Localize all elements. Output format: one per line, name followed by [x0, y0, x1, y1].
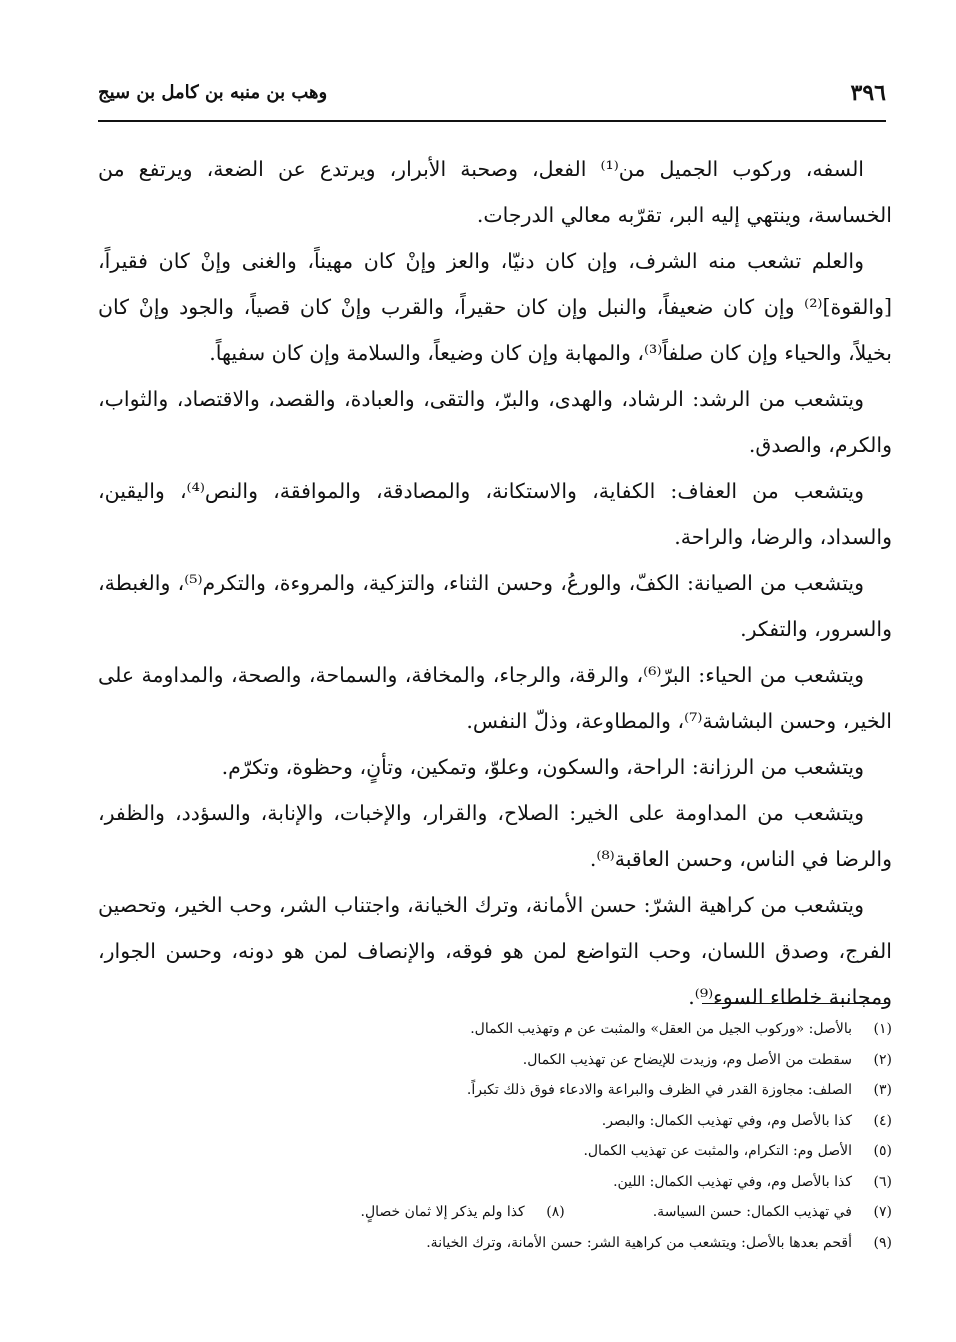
footnote-number: (٤) [873, 1112, 892, 1129]
footnote [98, 1075, 892, 1106]
footnote [653, 1197, 892, 1228]
footnote-number: (٩) [873, 1234, 892, 1251]
paragraph: ويتشعب من كراهية الشرّ: حسن الأمانة، وترك الخيانة، واجتناب الشر، وحب الخير، وتحصين الفرج، وصدق اللسان، وحب التواضع لمن هو فوقه، والإنصاف لمن هو دونه، وحسن الجوار، ومجانبة خلطاء السوء⁽⁹⁾. [98, 893, 892, 1009]
paragraph: والعلم تشعب منه الشرف، وإن كان دنيّا، والعز وإنْ كان مهيناً، والغنى وإنْ كان فقيراً، [والقوة]⁽²⁾ وإن كان ضعيفاً، والنبل وإن كان حقيراً، والقرب وإنْ كان قصياً، والجود وإنْ كان بخيلاً، والحياء وإن كان صلفاً⁽³⁾، والمهابة وإن كان وضيعاً، والسلامة وإن كان سفيهاً. [98, 249, 892, 365]
footnote [361, 1197, 565, 1228]
body-text [98, 146, 892, 1020]
footnote [98, 1228, 892, 1259]
footnote-number: (٨) [546, 1204, 565, 1220]
footnote [98, 1106, 892, 1137]
footnote [98, 1167, 892, 1198]
footnote-text: الصلف: مجاوزة القدر في الظرف والبراعة والادعاء فوق ذلك تكبراً. [466, 1082, 852, 1098]
paragraph: ويتشعب من الرشد: الرشاد، والهدى، والبرّ، والتقى، والعبادة، والقصد، والاقتصاد، والثواب، والكرم، والصدق. [98, 387, 892, 457]
header-rule [98, 120, 886, 122]
footnote-rule [702, 1003, 886, 1004]
page-number: ٣٩٦ [850, 80, 886, 106]
paragraph: ويتشعب من الرزانة: الراحة، والسكون، وعلوّ، وتمكين، وتأنٍ، وحظوة، وتكرّم. [221, 755, 864, 779]
footnote-text: في تهذيب الكمال: حسن السياسة. [652, 1204, 852, 1220]
footnote [98, 1045, 892, 1076]
footnote [98, 1014, 892, 1045]
paragraph: ويتشعب من الحياء: البرّ⁽⁶⁾، والرقة، والرجاء، والمخافة، والسماحة، والصحة، والمداومة على الخير، وحسن البشاشة⁽⁷⁾، والمطاوعة، وذلّ النفس. [98, 663, 892, 733]
footnote-number: (٦) [873, 1173, 892, 1190]
paragraph: ويتشعب من العفاف: الكفاية، والاستكانة، والمصادقة، والموافقة، والنص⁽⁴⁾، واليقين، والسداد، والرضا، والراحة. [98, 479, 892, 549]
footnote-text: الأصل وم: التكرام، والمثبت عن تهذيب الكمال. [583, 1143, 852, 1159]
footnote-number: (١) [873, 1021, 892, 1037]
page-header [98, 76, 886, 112]
footnote-pair [98, 1197, 892, 1228]
running-title: وهب بن منبه بن كامل بن سيج [98, 82, 328, 103]
footnote-text: كذا ولم يذكر إلا ثمان خصالٍ. [360, 1204, 525, 1220]
footnote-number: (٥) [873, 1143, 892, 1159]
footnote-number: (٧) [873, 1204, 892, 1220]
footnote-number: (٣) [873, 1082, 892, 1098]
footnote-text: بالأصل: «وركوب الجيل من العقل» والمثبت عن م وتهذيب الكمال. [470, 1021, 852, 1037]
footnotes [98, 1014, 892, 1258]
footnote-text: كذا بالأصل وم، وفي تهذيب الكمال: اللين. [613, 1173, 852, 1190]
footnote-text: سقطت من الأصل وم، وزيدت للإيضاح عن تهذيب الكمال. [522, 1051, 852, 1068]
paragraph: ويتشعب من المداومة على الخير: الصلاح، والقرار، والإخبات، والإنابة، والسؤدد، والظفر، والرضا في الناس، وحسن العاقبة⁽⁸⁾. [98, 801, 892, 871]
footnote [98, 1136, 892, 1167]
paragraph: ويتشعب من الصيانة: الكفّ، والورعُ، وحسن الثناء، والتزكية، والمروءة، والتكرم⁽⁵⁾، والغبطة، والسرور، والتفكر. [98, 571, 892, 641]
paragraph: السفه، وركوب الجميل من⁽¹⁾ الفعل، وصحبة الأبرار، ويرتدع عن الضعة، ويرتفع من الخساسة، وينتهي إليه البر، تقرّبه معالي الدرجات. [98, 157, 892, 227]
footnote-number: (٢) [873, 1051, 892, 1068]
footnote-text: أقحم بعدها بالأصل: ويتشعب من كراهية الشر: حسن الأمانة، وترك الخيانة. [426, 1234, 852, 1251]
footnote-text: كذا بالأصل وم، وفي تهذيب الكمال: والبصر. [601, 1112, 852, 1129]
